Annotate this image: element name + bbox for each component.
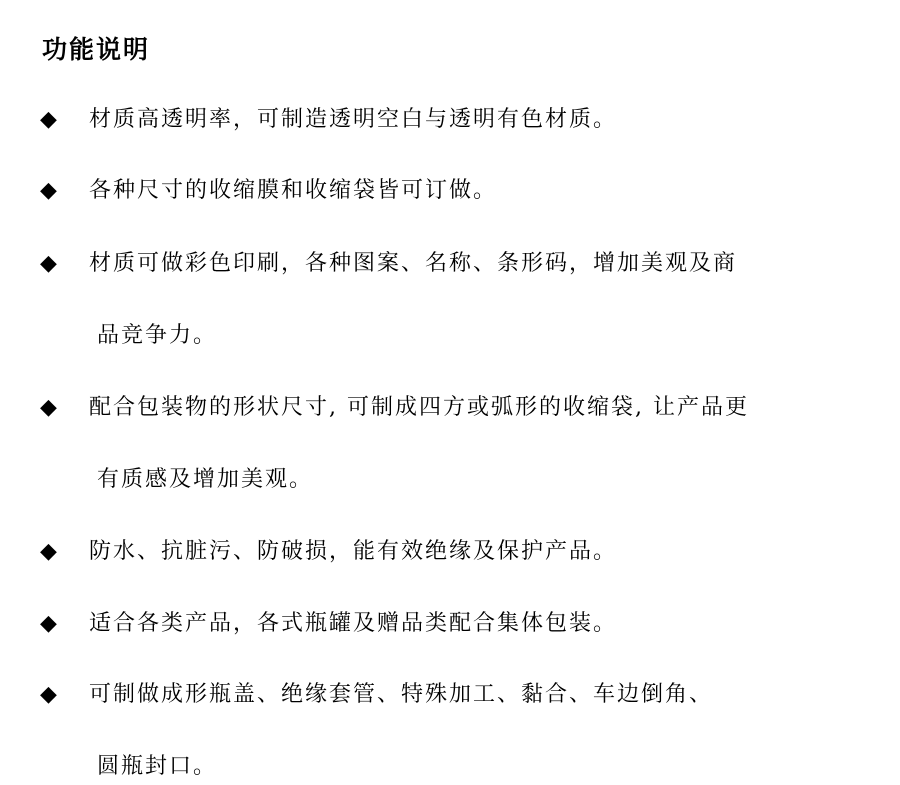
list-item-text: 材质可做彩色印刷，各种图案、名称、条形码，增加美观及商 xyxy=(89,251,738,276)
diamond-bullet-icon: ◆ xyxy=(40,682,57,707)
list-item-text-continued: 有质感及增加美观。 xyxy=(97,467,314,492)
diamond-bullet-icon: ◆ xyxy=(40,395,57,420)
document-title: 功能说明 xyxy=(42,35,151,64)
list-item-text: 材质高透明率，可制造透明空白与透明有色材质。 xyxy=(89,107,618,132)
list-item-text-continued: 品竞争力。 xyxy=(97,323,218,348)
list-item-text: 适合各类产品，各式瓶罐及赠品类配合集体包装。 xyxy=(89,611,618,636)
diamond-bullet-icon: ◆ xyxy=(40,107,57,132)
diamond-bullet-icon: ◆ xyxy=(40,178,57,203)
list-item-text: 可制做成形瓶盖、绝缘套管、特殊加工、黏合、车边倒角、 xyxy=(89,682,714,707)
diamond-bullet-icon: ◆ xyxy=(40,611,57,636)
list-item-text: 配合包装物的形状尺寸, 可制成四方或弧形的收缩袋, 让产品更 xyxy=(89,395,749,420)
diamond-bullet-icon: ◆ xyxy=(40,539,57,564)
list-item-text: 防水、抗脏污、防破损，能有效绝缘及保护产品。 xyxy=(89,539,618,564)
diamond-bullet-icon: ◆ xyxy=(40,251,57,276)
list-item-text-continued: 圆瓶封口。 xyxy=(97,754,218,779)
list-item-text: 各种尺寸的收缩膜和收缩袋皆可订做。 xyxy=(89,178,498,203)
